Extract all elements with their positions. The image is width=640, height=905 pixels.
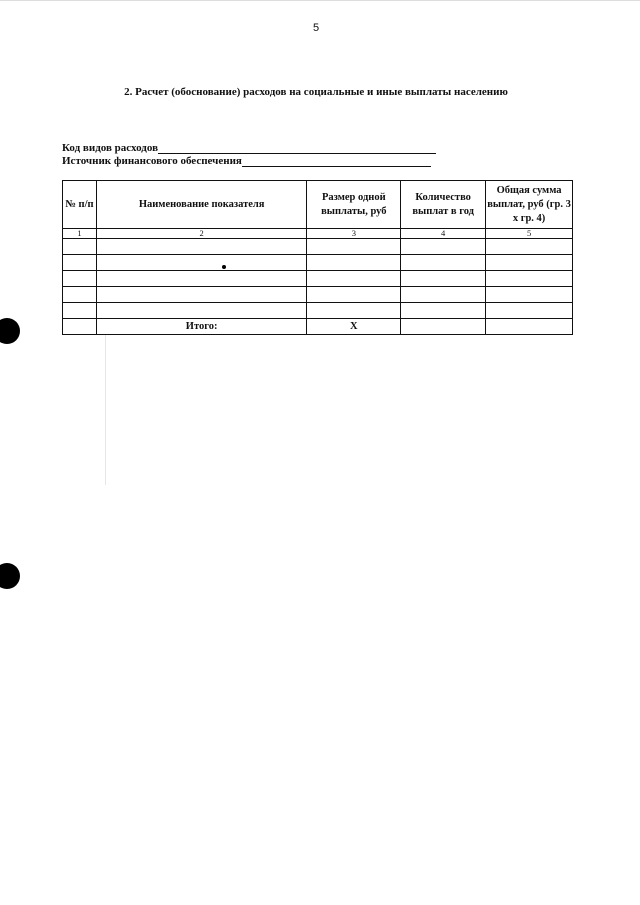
header-indicator: Наименование показателя — [96, 181, 307, 229]
table-cell[interactable] — [307, 271, 401, 287]
table-cell[interactable] — [96, 239, 307, 255]
expense-code-label: Код видов расходов — [62, 142, 159, 154]
header-payment-size: Размер одной выплаты, руб — [307, 181, 401, 229]
punch-hole-mark — [0, 563, 20, 589]
table-cell[interactable] — [486, 239, 573, 255]
table-cell[interactable] — [63, 239, 97, 255]
page-number: 5 — [312, 22, 320, 34]
table-cell[interactable] — [96, 271, 307, 287]
table-cell[interactable] — [63, 287, 97, 303]
table-cell[interactable] — [486, 255, 573, 271]
table-cell[interactable] — [307, 303, 401, 319]
funding-source-field — [62, 155, 431, 167]
table-cell[interactable] — [401, 239, 486, 255]
table-cell[interactable] — [401, 287, 486, 303]
table-row — [63, 303, 573, 319]
total-empty-cell — [63, 319, 97, 335]
header-number: № п/п — [63, 181, 97, 229]
total-payment-size: Х — [307, 319, 401, 335]
table-cell[interactable] — [401, 303, 486, 319]
table-cell[interactable] — [401, 255, 486, 271]
funding-source-label: Источник финансового обеспечения — [62, 155, 242, 167]
expense-code-blank[interactable] — [158, 142, 436, 154]
punch-hole-mark — [0, 318, 20, 344]
table-cell[interactable] — [401, 271, 486, 287]
total-row — [63, 319, 573, 335]
expense-code-field — [62, 142, 436, 154]
section-title: 2. Расчет (обоснование) расходов на социальные и иные выплаты населению — [124, 86, 508, 98]
total-label: Итого: — [96, 319, 307, 335]
table-row — [63, 239, 573, 255]
total-sum[interactable] — [486, 319, 573, 335]
column-number: 1 — [63, 229, 97, 239]
table-cell[interactable] — [307, 239, 401, 255]
scan-artifact-line — [105, 335, 106, 485]
scan-edge — [0, 0, 640, 1]
column-number: 4 — [401, 229, 486, 239]
table-cell[interactable] — [96, 255, 307, 271]
table-cell[interactable] — [63, 255, 97, 271]
column-number: 5 — [486, 229, 573, 239]
funding-source-blank[interactable] — [242, 155, 431, 167]
table-cell[interactable] — [307, 287, 401, 303]
table-row — [63, 255, 573, 271]
column-number: 2 — [96, 229, 307, 239]
table-cell[interactable] — [486, 287, 573, 303]
scan-speck — [222, 265, 226, 269]
table-cell[interactable] — [63, 271, 97, 287]
header-payment-count: Количество выплат в год — [401, 181, 486, 229]
table-cell[interactable] — [96, 287, 307, 303]
column-number: 3 — [307, 229, 401, 239]
table-cell[interactable] — [486, 271, 573, 287]
table-row — [63, 287, 573, 303]
table-cell[interactable] — [486, 303, 573, 319]
total-payment-count[interactable] — [401, 319, 486, 335]
header-total-sum: Общая сумма выплат, руб (гр. 3 х гр. 4) — [486, 181, 573, 229]
table-cell[interactable] — [307, 255, 401, 271]
payments-table — [62, 180, 573, 335]
header-row — [63, 181, 573, 229]
table-cell[interactable] — [96, 303, 307, 319]
column-number-row — [63, 229, 573, 239]
table-row — [63, 271, 573, 287]
table-cell[interactable] — [63, 303, 97, 319]
